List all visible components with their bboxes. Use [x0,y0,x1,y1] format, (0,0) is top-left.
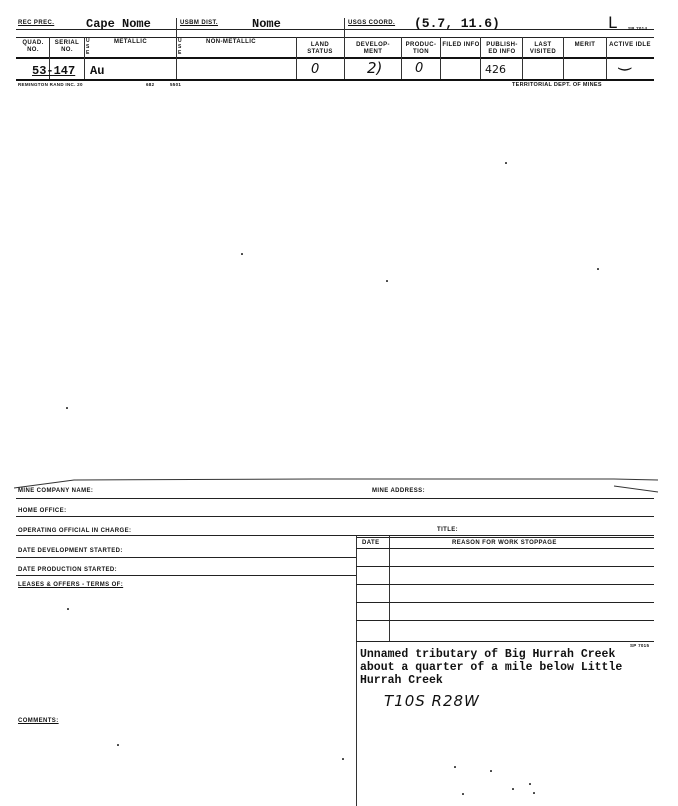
divider [480,37,481,79]
card-edge [14,476,662,498]
scan-speck [241,253,243,255]
divider [344,18,345,79]
usgs-coord-label: USGS COORD. [348,20,396,26]
scan-speck [342,758,344,760]
mine-address-label: MINE ADDRESS: [372,488,425,494]
township-range-handwritten: T10S R28W [384,692,480,710]
form-code: SP 7014 [628,26,648,31]
table-rule [356,566,654,567]
row-development: 2) [367,59,383,77]
table-rule [356,620,654,621]
col-use-metallic: U S E [86,38,91,56]
rule [16,516,654,517]
reason-header: REASON FOR WORK STOPPAGE [452,540,557,546]
scan-speck [462,793,464,795]
home-office-label: HOME OFFICE: [18,508,67,514]
col-quad-no: QUAD. NO. [22,40,44,53]
leases-offers-label: LEASES & OFFERS - TERMS OF: [18,582,124,588]
table-rule [356,584,654,585]
table-date-divider [389,536,390,642]
operating-official-label: OPERATING OFFICIAL IN CHARGE: [18,528,132,534]
rule [356,537,654,538]
row-active-idle: ) [615,66,634,72]
mine-company-name-label: MINE COMPANY NAME: [18,488,94,494]
location-line-1: Unnamed tributary of Big Hurrah Creek [360,648,616,661]
divider [440,37,441,79]
col-merit: MERIT [574,42,596,48]
col-serial-no: SERIAL NO. [54,40,80,53]
rec-prec-label: REC PREC. [18,20,55,26]
col-published-info: PUBLISH- ED INFO [486,42,518,55]
department-mark: TERRITORIAL DEPT. OF MINES [512,82,602,88]
scan-speck [454,766,456,768]
usbm-dist-label: USBM DIST. [180,20,219,26]
col-use-nonmetallic: U S E [178,38,183,56]
row-published-info: 426 [485,63,506,76]
col-active-idle: ACTIVE IDLE [609,42,651,48]
divider [176,18,177,79]
rec-prec-value: Cape Nome [86,17,151,31]
rule [16,557,356,558]
usgs-coord-value: (5.7, 11.6) [414,16,500,31]
row-land-status: 0 [311,62,320,77]
rule [16,575,356,576]
col-last-visited: LAST VISITED [529,42,557,55]
table-rule [356,641,654,642]
rule [16,498,654,499]
scan-speck [67,608,69,610]
scan-speck [490,770,492,772]
location-line-3: Hurrah Creek [360,674,443,687]
printer-code-2: 5501 [170,82,182,87]
table-rule [356,602,654,603]
date-header: DATE [362,540,380,546]
divider [84,37,85,79]
columns-top-rule [16,37,654,38]
row-bottom-rule [16,79,654,81]
form-code-2: SP 7015 [630,643,650,648]
col-filed-info: FILED INFO [442,42,480,48]
printer-code-1: 682 [146,82,155,87]
col-production: PRODUC- TION [405,42,437,55]
printer-mark: REMINGTON RAND INC. 20 [18,82,83,87]
row-metallic: Au [90,64,105,78]
scan-speck [512,788,514,790]
comments-label: COMMENTS: [18,718,59,724]
scan-speck [533,792,535,794]
table-left-rule [356,536,357,806]
divider [606,37,607,79]
col-metallic: METALLIC [114,39,148,45]
row-production: 0 [415,61,424,76]
date-development-started-label: DATE DEVELOPMENT STARTED: [18,548,123,554]
divider [296,37,297,79]
scan-speck [597,268,599,270]
scan-speck [117,744,119,746]
divider [563,37,564,79]
row-quad-serial: 53-147 [32,64,76,78]
rule [16,535,654,536]
scan-speck [529,783,531,785]
scan-speck [386,280,388,282]
columns-bottom-rule [16,57,654,59]
location-line-2: about a quarter of a mile below Little [360,661,623,674]
title-label: TITLE: [437,527,459,533]
date-production-started-label: DATE PRODUCTION STARTED: [18,567,118,573]
usbm-dist-value: Nome [252,17,281,31]
col-development: DEVELOP- MENT [356,42,390,55]
scan-speck [505,162,507,164]
col-non-metallic: NON-METALLIC [206,39,257,45]
table-rule [356,548,654,549]
scan-speck [66,407,68,409]
corner-mark: L [608,13,617,32]
divider [522,37,523,79]
col-land-status: LAND STATUS [307,42,333,55]
